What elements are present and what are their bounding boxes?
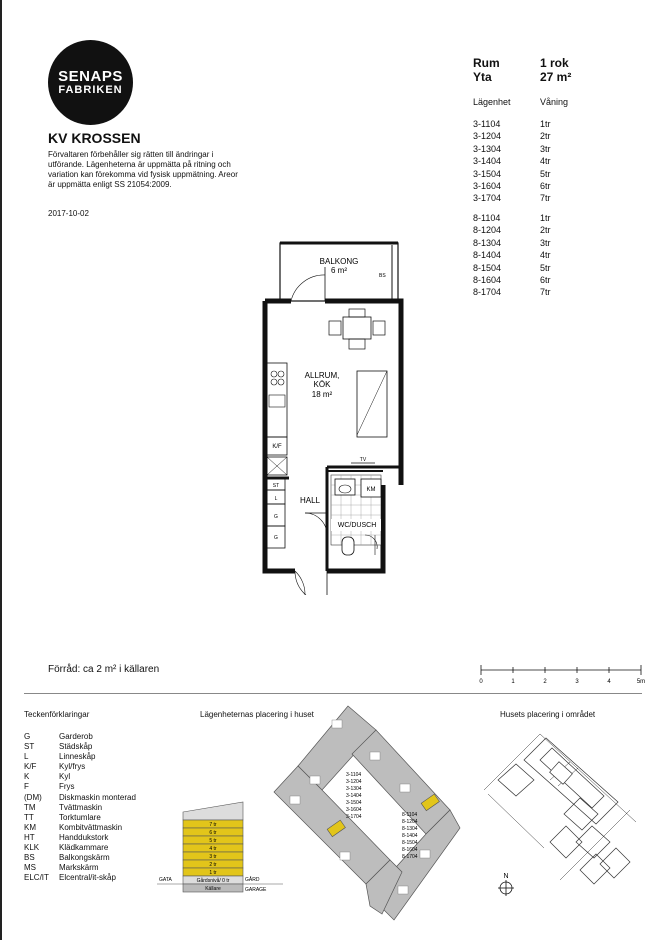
living-area: 18 m²	[311, 390, 333, 399]
unit-row: 3-1204 2tr	[473, 131, 551, 142]
scale-tick: 5m	[636, 679, 646, 685]
rooms-label: Rum	[473, 56, 500, 70]
placement-list-a	[346, 772, 362, 820]
svg-text:8-1604: 8-1604	[402, 847, 418, 853]
floor-stack-diagram	[155, 800, 285, 910]
unit-row: 8-1204 2tr	[473, 225, 551, 236]
site-title: Husets placering i området	[500, 710, 596, 719]
svg-text:3-1204: 3-1204	[346, 779, 362, 785]
unit-row: 8-1304 3tr	[473, 237, 551, 248]
svg-text:8-1404: 8-1404	[402, 833, 418, 839]
project-title: KV KROSSEN	[48, 130, 141, 146]
gata-label: GATA	[159, 877, 172, 883]
scale-tick: 0	[479, 679, 483, 685]
rooms-value: 1 rok	[540, 56, 569, 70]
legend-item: KLK Klädkammare	[24, 843, 109, 853]
dining-table	[343, 317, 371, 339]
unit-list-b	[473, 212, 551, 299]
basement-label: Källare	[205, 886, 221, 892]
svg-text:3-1304: 3-1304	[346, 786, 362, 792]
scale-bar	[475, 660, 655, 690]
placement-title: Lägenheternas placering i huset	[200, 710, 314, 719]
kf-label: K/F	[272, 444, 282, 450]
unit-row: 3-1704 7tr	[473, 193, 551, 204]
unit-row: 3-1104 1tr	[473, 119, 551, 129]
building-outline	[274, 706, 460, 920]
svg-text:3-1104: 3-1104	[346, 772, 362, 778]
scale-tick: 2	[543, 679, 547, 685]
floor-label: 7 tr	[209, 822, 217, 828]
legend-item: HT Handdukstork	[24, 832, 109, 842]
legend-item: L Linneskåp	[24, 752, 96, 762]
unit-row: 8-1604 6tr	[473, 275, 551, 286]
bathroom	[327, 467, 383, 571]
balcony-area: 6 m²	[331, 266, 347, 275]
building-placement-plan	[270, 700, 470, 932]
floor-label: 1 tr	[209, 870, 217, 876]
legend-item: K/F Kyl/frys	[24, 762, 86, 772]
unit-row: 3-1604 6tr	[473, 181, 551, 192]
unit-list-a	[473, 118, 551, 205]
g-label-2: G	[274, 535, 278, 541]
km-label: KM	[366, 487, 376, 493]
bs-label: BS	[379, 273, 386, 279]
balcony-label: BALKONG	[319, 257, 359, 266]
svg-text:8-1504: 8-1504	[402, 840, 418, 846]
legend-title: Teckenförklaringar	[24, 710, 90, 719]
svg-text:3-1504: 3-1504	[346, 800, 362, 806]
col-apartment: Lägenhet	[473, 97, 511, 107]
placement-list-b	[402, 812, 418, 860]
divider	[24, 693, 642, 694]
svg-text:3-1704: 3-1704	[346, 814, 362, 820]
floor-label: 5 tr	[209, 838, 217, 844]
wc-label: WC/DUSCH	[337, 522, 377, 529]
legend-item: TT Torktumlare	[24, 812, 101, 822]
legend-list	[24, 732, 136, 883]
svg-text:8-1104: 8-1104	[402, 812, 418, 818]
floor-label: 6 tr	[209, 830, 217, 836]
unit-row: 8-1504 5tr	[473, 262, 551, 273]
site-buildings	[498, 738, 630, 884]
storage-note: Förråd: ca 2 m² i källaren	[48, 664, 160, 675]
svg-text:8-1704: 8-1704	[402, 854, 418, 860]
scale-tick: 1	[511, 679, 515, 685]
site-plan	[480, 730, 640, 905]
svg-text:3-1604: 3-1604	[346, 807, 362, 813]
st-label: ST	[272, 483, 280, 489]
area-label: Yta	[473, 70, 492, 84]
floor-label: 3 tr	[209, 854, 217, 860]
date: 2017-10-02	[48, 209, 89, 218]
unit-row: 3-1404 4tr	[473, 156, 551, 167]
unit-row: 8-1704 7tr	[473, 287, 551, 298]
gard-label: GÅRD	[245, 877, 260, 883]
unit-row: 8-1104 1tr	[473, 213, 551, 223]
legend-item: K Kyl	[24, 772, 71, 782]
legend-item: BS Balkongskärm	[24, 853, 110, 863]
north-label: N	[503, 873, 509, 880]
legend-item: MS Markskärm	[24, 863, 99, 873]
legend-item: ST Städskåp	[24, 742, 93, 752]
legend-item: TM Tvättmaskin	[24, 802, 103, 812]
garage-label: GARAGE	[245, 887, 267, 893]
unit-row: 3-1504 5tr	[473, 168, 551, 179]
svg-text:8-1304: 8-1304	[402, 826, 418, 832]
hall-wardrobes	[267, 478, 285, 548]
legend-item: F Frys	[24, 782, 75, 792]
g-label: G	[274, 514, 278, 520]
legend-item: (DM) Diskmaskin monterad	[24, 792, 136, 802]
scale-tick: 4	[607, 679, 611, 685]
ground-label: Gårdsnivå/ 0 tr	[196, 878, 230, 884]
col-floor: Våning	[540, 97, 569, 107]
legend-item: ELC/IT Elcentral/it-skåp	[24, 873, 116, 883]
svg-text:3-1404: 3-1404	[346, 793, 362, 799]
senaps-fabriken-logo: SENAPS FABRIKEN	[48, 40, 133, 125]
area-value: 27 m²	[540, 70, 572, 84]
unit-row: 8-1404 4tr	[473, 250, 551, 261]
legend-item: KM Kombitvättmaskin	[24, 822, 123, 832]
disclaimer: Förvaltaren förbehåller sig rätten till ändringar i utförande. Lägenheterna är uppmätta på ritning och variation kan förekomma vid fysisk uppmätning. Areor är uppmätta enligt SS 21054:2009.	[48, 150, 238, 189]
north-arrow	[498, 873, 514, 896]
svg-text:8-1204: 8-1204	[402, 819, 418, 825]
floor-label: 2 tr	[209, 862, 217, 868]
tv-label: TV	[359, 457, 367, 463]
legend-item: G Garderob	[24, 732, 93, 741]
scale-tick: 3	[575, 679, 579, 685]
unit-row: 3-1304 3tr	[473, 143, 551, 154]
living-label-2: KÖK	[313, 380, 331, 389]
l-label: L	[274, 496, 278, 502]
floor-label: 4 tr	[209, 846, 217, 852]
living-label: ALLRUM,	[304, 371, 340, 380]
hall-label: HALL	[299, 496, 321, 505]
floor-plan	[255, 235, 415, 595]
